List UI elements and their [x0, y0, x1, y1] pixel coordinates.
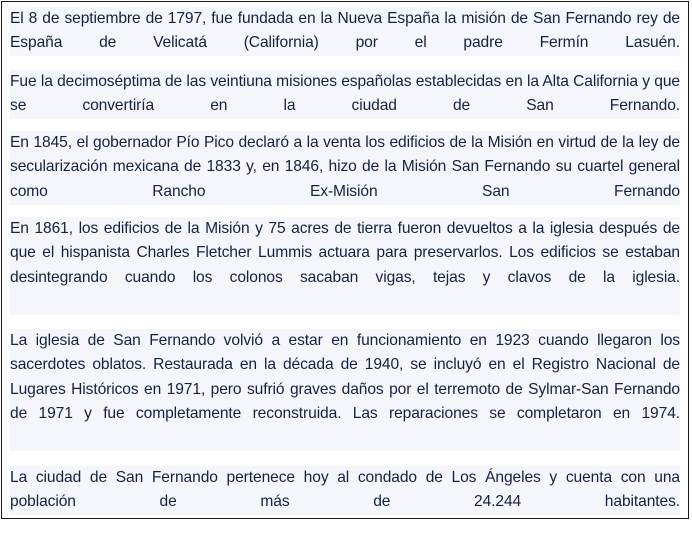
- paragraph-5: La iglesia de San Fernando volvió a estar en funcionamiento en 1923 cuando llegaron los sacerdotes oblatos. Restaurada en la década de 1940, se incluyó en el Registro Nacional de Lugares Históricos en 1971, pero sufrió graves daños por el terremoto de Sylmar-San Fernando de 1971 y fue completamente reconstruida. Las reparaciones se completaron en 1974.: [10, 329, 680, 451]
- paragraph-3: En 1845, el gobernador Pío Pico declaró a la venta los edificios de la Misión en virtud de la ley de secularización mexicana de 1833 y, en 1846, hizo de la Misión San Fernando su cuartel general como Rancho Ex-Misión San Fernando: [10, 131, 680, 205]
- paragraph-4: En 1861, los edificios de la Misión y 75 acres de tierra fueron devueltos a la iglesia después de que el hispanista Charles Fletcher Lummis actuara para preservarlos. Los edificios se estaban desintegrando cuando los colonos sacaban vigas, tejas y clavos de la iglesia.: [10, 217, 680, 315]
- paragraph-2: Fue la decimoséptima de las veintiuna misiones españolas establecidas en la Alta California y que se convertiría en la ciudad de San Fernando.: [10, 70, 680, 119]
- paragraph-1: El 8 de septiembre de 1797, fue fundada en la Nueva España la misión de San Fernando rey de España de Velicatá (California) por el padre Fermín Lasuén.: [10, 7, 680, 56]
- document-frame: [1, 1, 689, 519]
- paragraph-6: La ciudad de San Fernando pertenece hoy al condado de Los Ángeles y cuenta con una población de más de 24.244 habitantes.: [10, 466, 680, 515]
